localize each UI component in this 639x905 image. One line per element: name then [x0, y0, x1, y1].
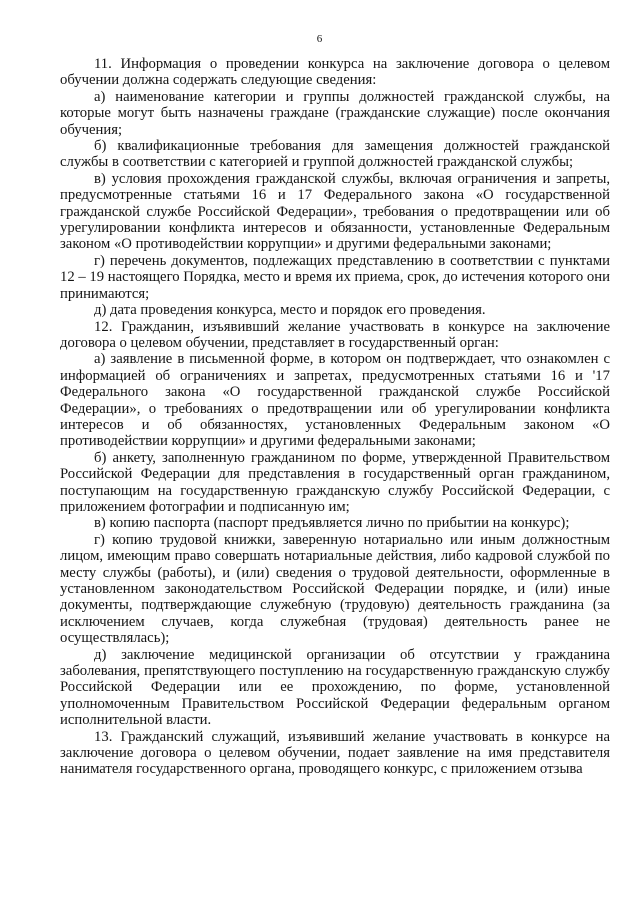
page-number: 6 [316, 33, 323, 45]
paragraph-12-v: в) копию паспорта (паспорт предъявляется лично по прибытии на конкурс); [94, 515, 570, 532]
document-body [60, 56, 610, 778]
paragraph-13: 13. Гражданский служащий, изъявивший желание участвовать в конкурсе на заключение договора о целевом обучении, подает заявление на имя представителя нанимателя государственного органа, проводящего конкурс, с приложением отзыва [60, 728, 610, 778]
paragraph-12-g: г) копию трудовой книжки, заверенную нотариально или иным должностным лицом, имеющим право совершать нотариальные действия, либо кадровой службой по месту службы (работы), и (или) сведения о трудовой деятельности, оформленные в установленном законодательством Российской Федерации порядке, и (или) иные документы, подтверждающие служебную (трудовую) деятельность гражданина (за исключением случаев, когда служебная (трудовая) деятельность ранее не осуществлялась); [60, 531, 610, 647]
paragraph-11-intro: 11. Информация о проведении конкурса на заключение договора о целевом обучении должна содержать следующие сведения: [60, 56, 610, 89]
paragraph-11-v: в) условия прохождения гражданской службы, включая ограничения и запреты, предусмотренные статьями 16 и 17 Федерального закона «О государственной гражданской службе Российской Федерации», требования о предотвращении или об урегулировании конфликта интересов и обязанности, установленные Федеральным законом «О противодействии коррупции» и другими федеральными законами; [60, 170, 610, 253]
paragraph-11-a: а) наименование категории и группы должностей гражданской службы, на которые могут быть назначены граждане (гражданские служащие) после окончания обучения; [60, 88, 610, 138]
paragraph-12-a: а) заявление в письменной форме, в котором он подтверждает, что ознакомлен с информацией об ограничениях и запретах, предусмотренных статьями 16 и '17 Федерального закона «О государственной гражданской службе Российской Федерации», о требованиях о предотвращении или об урегулировании конфликта интересов и об обязанностях, установленных Федеральным законом «О противодействии коррупции» и другими федеральными законами; [60, 351, 610, 450]
paragraph-12-d: д) заключение медицинской организации об отсутствии у гражданина заболевания, препятствующего поступлению на государственную гражданскую службу Российской Федерации или ее прохождению, по форме, установленной уполномоченным Правительством Российской Федерации федеральным органом исполнительной власти. [60, 646, 610, 729]
paragraph-11-g: г) перечень документов, подлежащих представлению в соответствии с пунктами 12 – 19 настоящего Порядка, место и время их приема, срок, до истечения которого они принимаются; [60, 252, 610, 302]
paragraph-11-d: д) дата проведения конкурса, место и порядок его проведения. [94, 302, 486, 319]
paragraph-12-b: б) анкету, заполненную гражданином по форме, утвержденной Правительством Российской Федерации для представления в государственный орган гражданином, поступающим на государственную гражданскую службу Российской Федерации, с приложением фотографии и подписанную им; [60, 449, 610, 515]
paragraph-12-intro: 12. Гражданин, изъявивший желание участвовать в конкурсе на заключение договора о целевом обучении, представляет в государственный орган: [60, 318, 610, 351]
paragraph-11-b: б) квалификационные требования для замещения должностей гражданской службы в соответствии с категорией и группой должностей гражданской службы; [60, 138, 610, 171]
